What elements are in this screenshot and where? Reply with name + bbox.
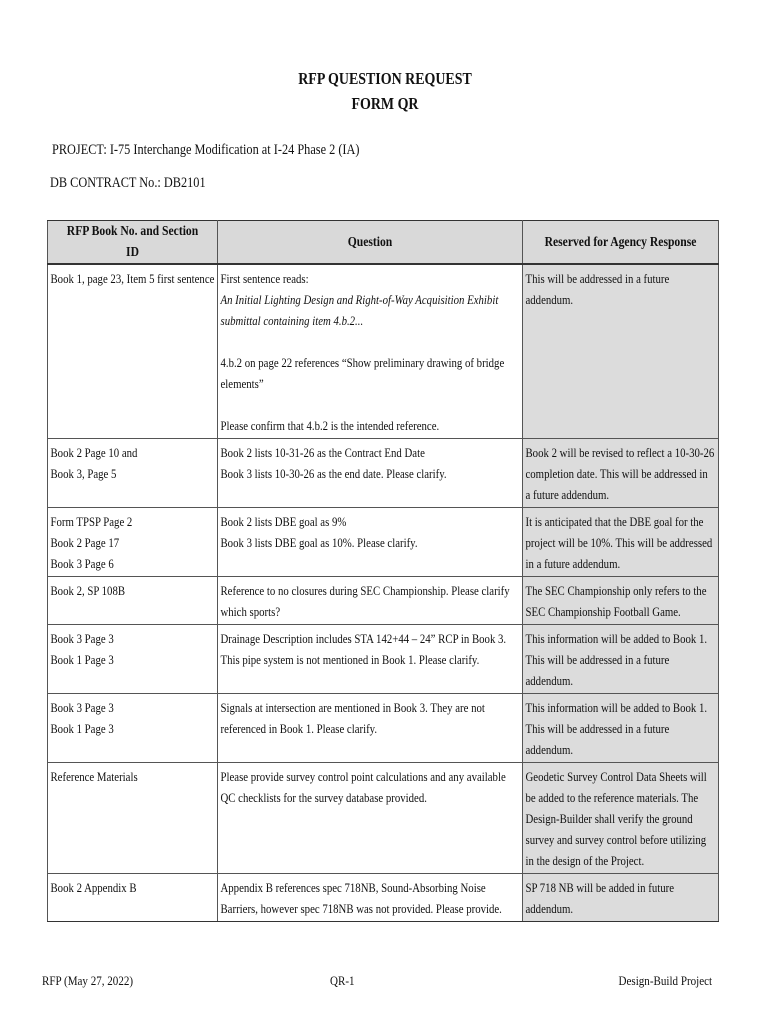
header-question: Question	[218, 221, 523, 265]
question-text: referenced in Book 1. Please clarify.	[220, 721, 378, 736]
question-text: Book 2 lists DBE goal as 9%	[220, 514, 347, 529]
table-row	[48, 577, 719, 625]
section-id-text: Book 3 Page 3	[50, 700, 114, 715]
question-text: Book 3 lists DBE goal as 10%. Please clarify.	[220, 535, 418, 550]
table-header-row	[48, 221, 719, 265]
section-id-text: Book 3, Page 5	[50, 466, 117, 481]
question-text: Barriers, however spec 718NB was not provided. Please provide.	[220, 901, 502, 916]
agency-response-text: project will be 10%. This will be addressed	[525, 535, 713, 550]
agency-response-cell	[523, 763, 719, 874]
section-id-text: Book 3 Page 3	[50, 631, 114, 646]
question-text: First sentence reads:	[220, 271, 309, 286]
section-id-text: Book 2 Page 10 and	[50, 445, 138, 460]
agency-response-text: survey and survey control before utilizing	[525, 832, 707, 847]
table-row	[48, 874, 719, 922]
agency-response-text: This will be addressed in a future	[525, 721, 670, 736]
agency-response-text: in the design of the Project.	[525, 853, 645, 868]
agency-response-text: SEC Championship Football Game.	[525, 604, 681, 619]
header-agency-response: Reserved for Agency Response	[523, 221, 719, 265]
agency-response-text: addendum.	[525, 292, 574, 307]
section-id-text: Book 2, SP 108B	[50, 583, 126, 598]
agency-response-text: It is anticipated that the DBE goal for the	[525, 514, 704, 529]
question-table	[47, 220, 719, 922]
question-text: Reference to no closures during SEC Championship. Please clarify	[220, 583, 510, 598]
question-text: Please confirm that 4.b.2 is the intended reference.	[220, 418, 440, 433]
section-id-cell	[48, 439, 218, 508]
table-row	[48, 439, 719, 508]
form-title: RFP QUESTION REQUEST	[298, 69, 472, 88]
form-subtitle: FORM QR	[351, 94, 419, 113]
agency-response-text: completion date. This will be addressed in	[525, 466, 708, 481]
question-text: Drainage Description includes STA 142+44 – 24” RCP in Book 3.	[220, 631, 507, 646]
question-cell	[218, 625, 523, 694]
question-text: submittal containing item 4.b.2...	[220, 313, 364, 328]
footer-project-type: Design-Build Project	[618, 973, 712, 988]
section-id-cell	[48, 763, 218, 874]
agency-response-text: addendum.	[525, 901, 574, 916]
agency-response-cell	[523, 874, 719, 922]
agency-response-text: be added to the reference materials. The	[525, 790, 699, 805]
agency-response-text: in a future addendum.	[525, 556, 621, 571]
section-id-text: Book 1, page 23, Item 5 first sentence	[50, 271, 215, 286]
footer-date: RFP (May 27, 2022)	[42, 973, 134, 988]
question-text: Book 2 lists 10-31-26 as the Contract End Date	[220, 445, 425, 460]
agency-response-cell	[523, 625, 719, 694]
section-id-cell	[48, 508, 218, 577]
table-row	[48, 694, 719, 763]
question-text: Appendix B references spec 718NB, Sound-Absorbing Noise	[220, 880, 486, 895]
question-cell	[218, 874, 523, 922]
question-text: Signals at intersection are mentioned in Book 3. They are not	[220, 700, 485, 715]
agency-response-text: The SEC Championship only refers to the	[525, 583, 707, 598]
agency-response-cell	[523, 439, 719, 508]
question-cell	[218, 264, 523, 439]
question-text: Book 3 lists 10-30-26 as the end date. Please clarify.	[220, 466, 447, 481]
question-text: An Initial Lighting Design and Right-of-Way Acquisition Exhibit	[220, 292, 499, 307]
agency-response-text: addendum.	[525, 673, 574, 688]
section-id-text: Book 3 Page 6	[50, 556, 114, 571]
question-text: 4.b.2 on page 22 references “Show preliminary drawing of bridge	[220, 355, 505, 370]
table-row	[48, 763, 719, 874]
agency-response-text: This will be addressed in a future	[525, 271, 670, 286]
agency-response-text: This information will be added to Book 1.	[525, 631, 708, 646]
table-row	[48, 625, 719, 694]
agency-response-cell	[523, 508, 719, 577]
footer-page-number: QR-1	[330, 973, 355, 988]
table-row	[48, 264, 719, 439]
question-text: This pipe system is not mentioned in Book 1. Please clarify.	[220, 652, 480, 667]
section-id-text: Reference Materials	[50, 769, 138, 784]
contract-line: DB CONTRACT No.: DB2101	[50, 175, 206, 191]
question-cell	[218, 694, 523, 763]
question-text: Please provide survey control point calculations and any available	[220, 769, 506, 784]
agency-response-text: Geodetic Survey Control Data Sheets will	[525, 769, 707, 784]
agency-response-text: Book 2 will be revised to reflect a 10-30-26	[525, 445, 715, 460]
section-id-text: Form TPSP Page 2	[50, 514, 133, 529]
section-id-cell	[48, 694, 218, 763]
section-id-text: Book 1 Page 3	[50, 652, 114, 667]
question-cell	[218, 577, 523, 625]
agency-response-text: addendum.	[525, 742, 574, 757]
agency-response-cell	[523, 694, 719, 763]
table-row	[48, 508, 719, 577]
section-id-text: Book 1 Page 3	[50, 721, 114, 736]
section-id-cell	[48, 264, 218, 439]
question-cell	[218, 439, 523, 508]
section-id-cell	[48, 874, 218, 922]
agency-response-text: This will be addressed in a future	[525, 652, 670, 667]
project-line: PROJECT: I-75 Interchange Modification at I-24 Phase 2 (IA)	[52, 142, 360, 158]
agency-response-text: SP 718 NB will be added in future	[525, 880, 675, 895]
agency-response-text: Design-Builder shall verify the ground	[525, 811, 693, 826]
question-text: which sports?	[220, 604, 281, 619]
section-id-cell	[48, 625, 218, 694]
question-cell	[218, 508, 523, 577]
agency-response-cell	[523, 264, 719, 439]
question-cell	[218, 763, 523, 874]
header-section-id: RFP Book No. and Section ID	[48, 221, 218, 265]
section-id-text: Book 2 Appendix B	[50, 880, 137, 895]
question-text: QC checklists for the survey database provided.	[220, 790, 427, 805]
question-text: elements”	[220, 376, 264, 391]
section-id-cell	[48, 577, 218, 625]
section-id-text: Book 2 Page 17	[50, 535, 120, 550]
agency-response-text: This information will be added to Book 1.	[525, 700, 708, 715]
agency-response-cell	[523, 577, 719, 625]
agency-response-text: a future addendum.	[525, 487, 610, 502]
